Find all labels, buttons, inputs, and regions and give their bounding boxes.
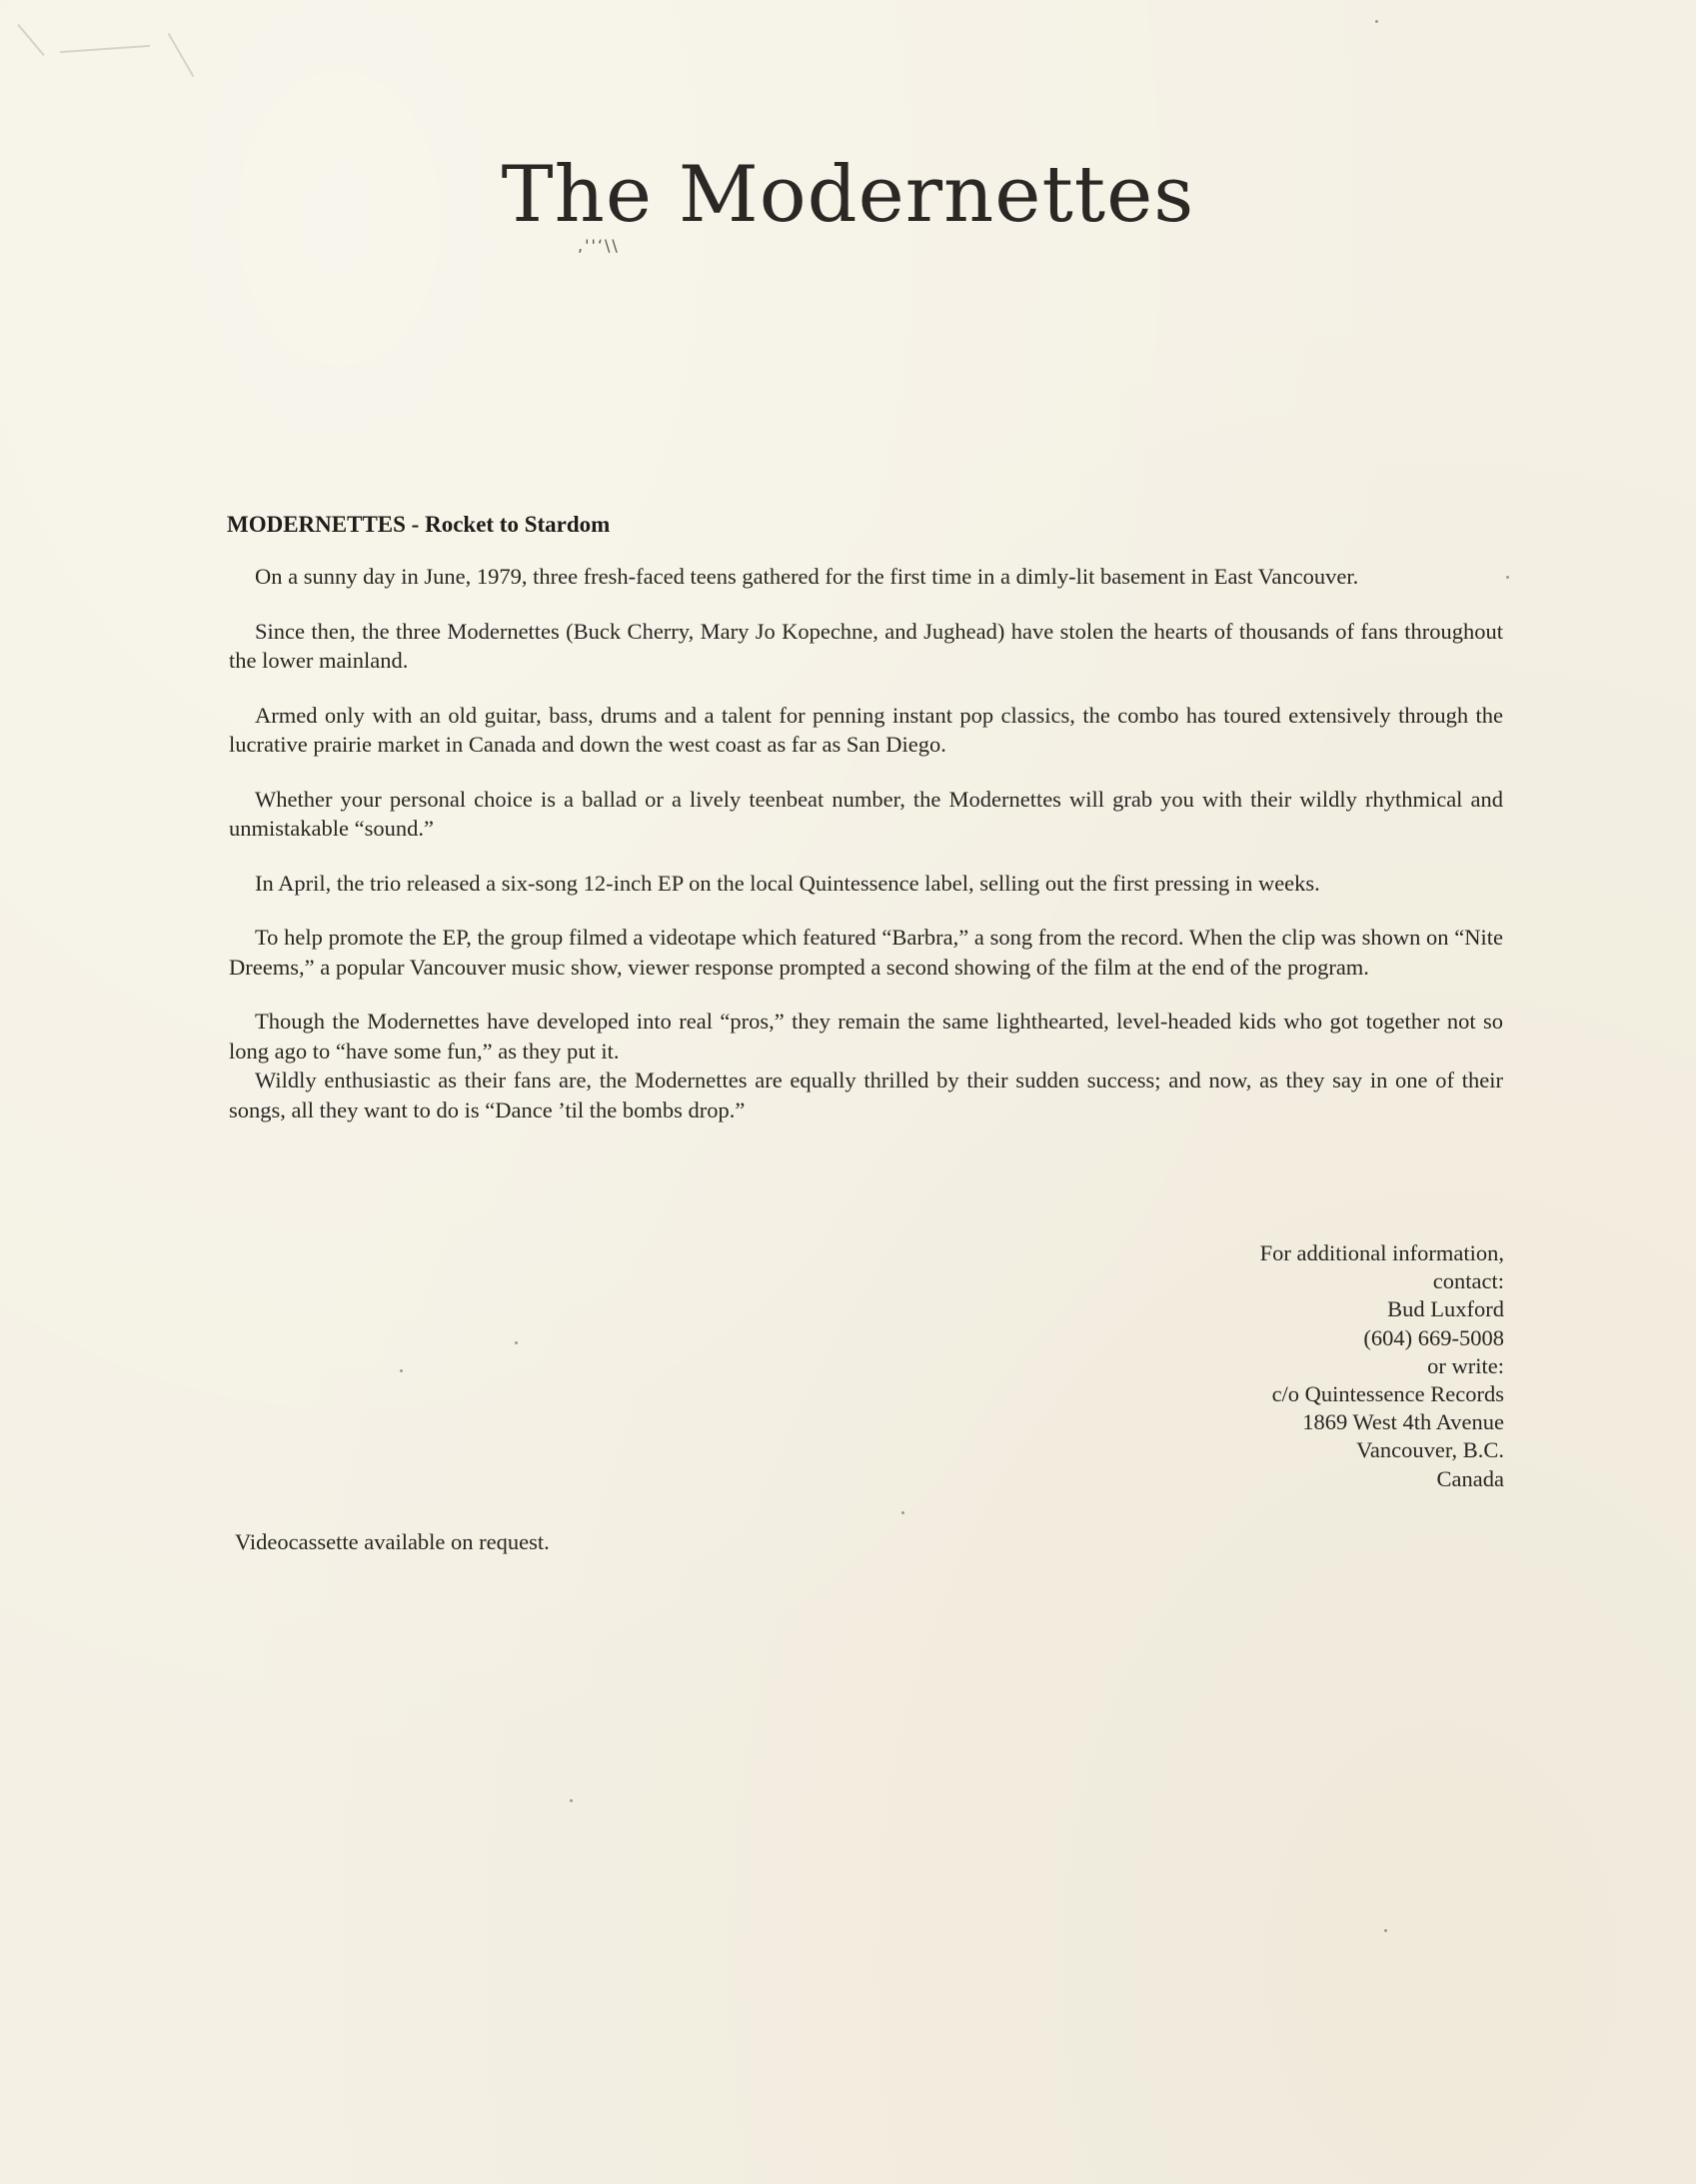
contact-block <box>1260 1239 1504 1493</box>
footer-note: Videocassette available on request. <box>235 1529 550 1554</box>
paragraph: To help promote the EP, the group filmed a videotape which featured “Barbra,” a song from the record. When the clip was shown on “Nite Dreems,” a popular Vancouver music show, viewer response prompted a second showing of the film at the end of the program. <box>229 925 1503 980</box>
address-line: Vancouver, B.C. <box>1356 1437 1504 1463</box>
address-line: 1869 West 4th Avenue <box>1302 1409 1504 1435</box>
corner-scratch <box>168 33 195 77</box>
page-title: The Modernettes <box>501 150 1195 240</box>
paragraph: Wildly enthusiastic as their fans are, the Modernettes are equally thrilled by their sudden success; and now, as they say in one of their songs, all they want to do is “Dance ’til the bombs drop.” <box>229 1068 1503 1122</box>
article-headline: MODERNETTES - Rocket to Stardom <box>227 512 611 537</box>
paper-speck <box>901 1511 904 1514</box>
paper-speck <box>400 1369 403 1372</box>
address-line: c/o Quintessence Records <box>1271 1381 1504 1407</box>
corner-scratch <box>60 45 150 53</box>
contact-line: or write: <box>1427 1352 1504 1378</box>
address-line: Canada <box>1436 1465 1504 1491</box>
handwritten-mark: ,''‘\\ <box>578 236 620 255</box>
paragraph: Whether your personal choice is a ballad or a lively teenbeat number, the Modernettes will grab you with their wildly rhythmical and unmistakable “sound.” <box>229 786 1503 841</box>
contact-line: contact: <box>1432 1268 1504 1294</box>
paragraph: On a sunny day in June, 1979, three fresh-faced teens gathered for the first time in a dimly-lit basement in East Vancouver. <box>255 564 1359 589</box>
paper-speck <box>1506 576 1509 579</box>
paper-speck <box>1384 1929 1387 1932</box>
paper-speck <box>515 1341 518 1344</box>
paragraph: Armed only with an old guitar, bass, drums and a talent for penning instant pop classics, the combo has toured extensively through the lucrative prairie market in Canada and down the west coast as far as San Diego. <box>229 702 1503 757</box>
contact-phone: (604) 669-5008 <box>1363 1324 1504 1350</box>
paragraph: Though the Modernettes have developed into real “pros,” they remain the same lighthearted, level-headed kids who got together not so long ago to “have some fun,” as they put it. <box>229 1009 1503 1064</box>
paper-speck <box>1375 20 1378 23</box>
paper-speck <box>570 1799 573 1802</box>
paragraph: In April, the trio released a six-song 12-inch EP on the local Quintessence label, selling out the first pressing in weeks. <box>255 870 1320 896</box>
contact-line: For additional information, <box>1259 1240 1504 1265</box>
paragraph: Since then, the three Modernettes (Buck Cherry, Mary Jo Kopechne, and Jughead) have stolen the hearts of thousands of fans throughout the lower mainland. <box>229 618 1503 673</box>
corner-scratch <box>17 24 44 56</box>
article-body <box>229 562 1503 1149</box>
contact-name: Bud Luxford <box>1387 1296 1504 1322</box>
